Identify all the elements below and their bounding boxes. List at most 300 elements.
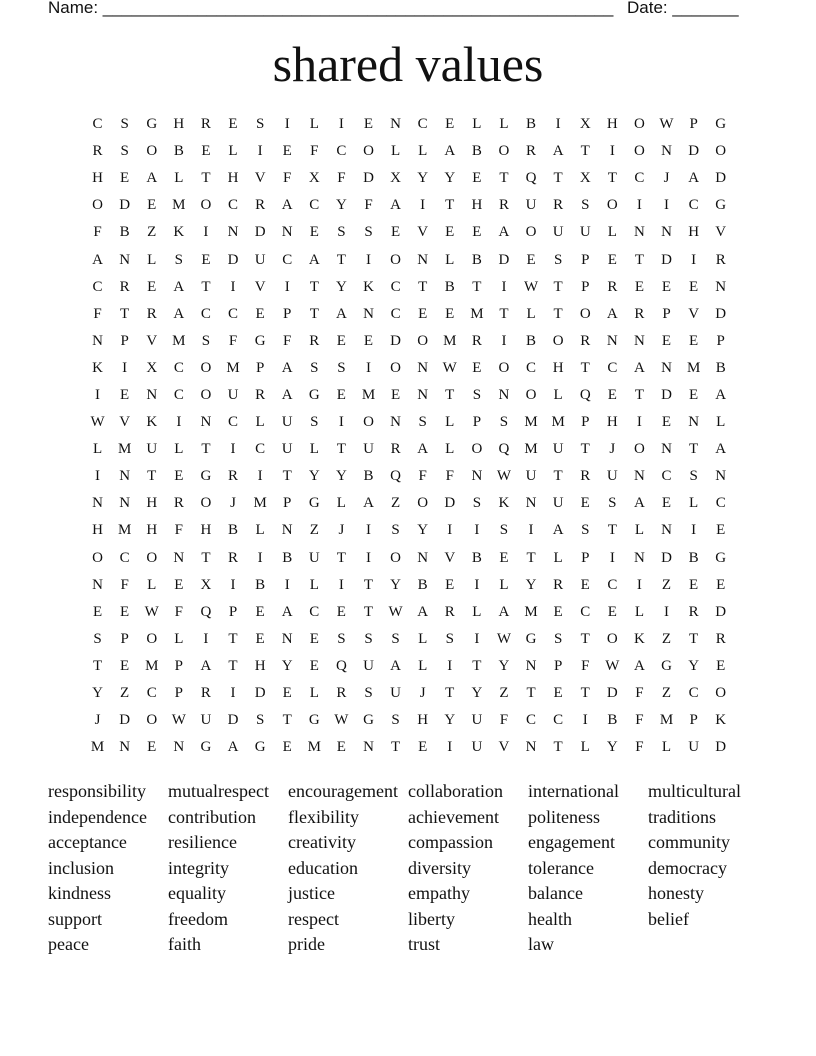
- grid-letter: B: [607, 712, 618, 729]
- grid-letter: E: [92, 603, 103, 620]
- grid-letter: S: [337, 224, 346, 241]
- grid-letter: H: [417, 712, 429, 729]
- grid-letter: I: [257, 549, 263, 566]
- grid-letter: B: [282, 549, 293, 566]
- word-list-item: trust: [408, 934, 441, 954]
- grid-letter: A: [281, 359, 293, 376]
- grid-letter: E: [255, 630, 265, 647]
- grid-letter: I: [257, 468, 263, 485]
- grid-letter: W: [659, 116, 674, 133]
- grid-letter: V: [498, 739, 510, 756]
- grid-letter: B: [526, 332, 537, 349]
- grid-letter: M: [361, 386, 376, 403]
- grid-letter: V: [688, 305, 700, 322]
- word-list-item: democracy: [648, 857, 727, 878]
- grid-letter: T: [580, 685, 590, 702]
- word-list-item: liberty: [408, 908, 455, 929]
- grid-letter: I: [474, 522, 480, 539]
- grid-letter: W: [334, 712, 349, 729]
- grid-letter: I: [365, 359, 371, 376]
- grid-letter: N: [227, 224, 239, 241]
- grid-letter: L: [418, 657, 428, 674]
- grid-letter: E: [255, 305, 265, 322]
- grid-letter: E: [228, 116, 238, 133]
- grid-letter: S: [364, 630, 373, 647]
- grid-letter: L: [336, 495, 346, 512]
- grid-letter: X: [146, 359, 158, 376]
- grid-letter: E: [309, 630, 319, 647]
- word-list-item: acceptance: [48, 832, 127, 852]
- grid-letter: N: [634, 224, 645, 241]
- grid-letter: E: [336, 603, 346, 620]
- grid-letter: E: [390, 224, 401, 241]
- grid-letter: T: [336, 549, 346, 566]
- grid-letter: U: [525, 197, 537, 214]
- grid-letter: S: [499, 414, 509, 431]
- grid-letter: T: [201, 549, 211, 566]
- grid-letter: M: [117, 441, 132, 458]
- grid-letter: L: [580, 739, 590, 756]
- grid-letter: Z: [499, 685, 509, 702]
- grid-letter: I: [338, 576, 344, 593]
- grid-letter: T: [418, 278, 428, 295]
- grid-letter: T: [553, 739, 563, 756]
- grid-letter: Q: [335, 657, 347, 674]
- grid-letter: A: [417, 441, 429, 458]
- grid-letter: V: [715, 224, 727, 241]
- grid-letter: O: [552, 332, 564, 349]
- grid-letter: D: [661, 549, 672, 566]
- grid-letter: O: [200, 495, 212, 512]
- grid-letter: Q: [200, 603, 212, 620]
- grid-letter: I: [203, 224, 209, 241]
- grid-letter: L: [526, 305, 536, 322]
- grid-letter: A: [606, 305, 618, 322]
- grid-letter: T: [580, 143, 590, 160]
- grid-letter: C: [634, 170, 645, 187]
- grid-letter: S: [689, 468, 698, 485]
- grid-letter: I: [691, 251, 697, 268]
- grid-letter: B: [228, 522, 239, 539]
- grid-letter: N: [661, 441, 672, 458]
- word-list-item: tolerance: [528, 857, 594, 878]
- grid-letter: R: [92, 143, 103, 160]
- grid-letter: R: [255, 386, 266, 403]
- grid-letter: C: [309, 603, 320, 620]
- grid-letter: E: [445, 305, 455, 322]
- grid-letter: E: [607, 386, 617, 403]
- grid-letter: E: [661, 278, 672, 295]
- grid-letter: E: [147, 739, 157, 756]
- grid-letter: O: [390, 549, 401, 566]
- grid-letter: A: [92, 251, 103, 268]
- grid-letter: C: [92, 116, 103, 133]
- grid-letter: D: [715, 170, 727, 187]
- word-list-item: pride: [288, 934, 325, 954]
- grid-letter: T: [472, 278, 482, 295]
- grid-letter: R: [336, 685, 347, 702]
- grid-letter: X: [579, 116, 591, 133]
- grid-letter: T: [499, 305, 509, 322]
- grid-letter: O: [363, 143, 374, 160]
- grid-letter: T: [201, 278, 211, 295]
- grid-letter: C: [580, 603, 591, 620]
- word-list-item: faith: [168, 934, 201, 954]
- grid-letter: U: [281, 441, 293, 458]
- grid-letter: N: [390, 116, 401, 133]
- grid-letter: I: [230, 278, 236, 295]
- grid-letter: I: [582, 712, 588, 729]
- grid-letter: S: [174, 251, 183, 268]
- grid-letter: N: [119, 468, 131, 485]
- grid-letter: E: [716, 576, 726, 593]
- grid-letter: C: [390, 278, 401, 295]
- grid-letter: A: [688, 170, 700, 187]
- word-list-item: politeness: [528, 806, 600, 827]
- page-title: shared values: [272, 36, 544, 92]
- grid-letter: K: [146, 414, 158, 431]
- grid-letter: T: [689, 441, 699, 458]
- grid-letter: I: [609, 549, 615, 566]
- grid-letter: V: [417, 224, 429, 241]
- grid-letter: D: [688, 143, 700, 160]
- grid-letter: E: [445, 116, 455, 133]
- grid-letter: N: [281, 224, 293, 241]
- grid-letter: E: [147, 197, 157, 214]
- grid-letter: P: [581, 549, 590, 566]
- grid-letter: C: [282, 251, 293, 268]
- grid-letter: B: [173, 143, 184, 160]
- grid-letter: A: [498, 224, 510, 241]
- grid-letter: A: [173, 278, 185, 295]
- grid-letter: A: [173, 305, 185, 322]
- grid-letter: T: [336, 441, 346, 458]
- grid-letter: T: [120, 305, 130, 322]
- grid-letter: E: [201, 143, 211, 160]
- grid-letter: M: [524, 603, 538, 620]
- grid-letter: O: [525, 224, 537, 241]
- grid-letter: F: [635, 739, 644, 756]
- grid-letter: N: [119, 251, 131, 268]
- grid-letter: R: [255, 197, 266, 214]
- grid-letter: P: [689, 116, 698, 133]
- word-list-item: compassion: [408, 832, 493, 852]
- grid-letter: T: [228, 657, 238, 674]
- grid-letter: M: [524, 414, 538, 431]
- grid-letter: N: [688, 414, 700, 431]
- grid-letter: N: [661, 143, 672, 160]
- grid-letter: D: [363, 170, 374, 187]
- grid-letter: H: [200, 522, 212, 539]
- grid-letter: T: [282, 468, 292, 485]
- word-list: [48, 779, 768, 958]
- grid-letter: D: [715, 305, 727, 322]
- grid-letter: E: [607, 251, 617, 268]
- grid-letter: T: [228, 630, 238, 647]
- grid-letter: L: [418, 143, 428, 160]
- grid-letter: N: [417, 251, 429, 268]
- grid-letter: A: [634, 359, 645, 376]
- grid-letter: A: [715, 386, 727, 403]
- grid-letter: N: [715, 468, 727, 485]
- grid-letter: N: [92, 495, 103, 512]
- word-list-item: equality: [168, 883, 226, 903]
- grid-letter: C: [173, 386, 184, 403]
- grid-letter: H: [471, 197, 483, 214]
- grid-letter: Y: [417, 170, 429, 187]
- grid-letter: S: [499, 522, 509, 539]
- grid-letter: Q: [390, 468, 401, 485]
- grid-letter: V: [254, 278, 266, 295]
- grid-letter: Y: [281, 657, 293, 674]
- grid-letter: W: [442, 359, 457, 376]
- grid-letter: M: [307, 739, 321, 756]
- grid-letter: F: [337, 170, 346, 187]
- grid-letter: S: [391, 712, 400, 729]
- grid-letter: I: [636, 414, 642, 431]
- grid-letter: Y: [688, 657, 700, 674]
- grid-letter: P: [581, 414, 590, 431]
- grid-letter: B: [471, 251, 482, 268]
- grid-letter: S: [364, 685, 373, 702]
- grid-letter: E: [607, 603, 617, 620]
- word-list-item: peace: [48, 934, 89, 954]
- grid-letter: O: [606, 197, 618, 214]
- grid-letter: F: [364, 197, 373, 214]
- grid-letter: N: [200, 414, 212, 431]
- grid-letter: T: [92, 657, 103, 674]
- grid-letter: N: [173, 549, 185, 566]
- grid-letter: E: [120, 386, 130, 403]
- word-list-item: kindness: [48, 883, 111, 903]
- grid-letter: A: [227, 739, 239, 756]
- grid-letter: O: [498, 143, 510, 160]
- grid-letter: I: [203, 630, 209, 647]
- grid-letter: S: [608, 495, 617, 512]
- grid-letter: B: [417, 576, 428, 593]
- grid-letter: L: [689, 495, 699, 512]
- grid-letter: E: [418, 739, 428, 756]
- grid-letter: O: [390, 251, 401, 268]
- grid-letter: O: [200, 197, 212, 214]
- grid-letter: I: [664, 197, 670, 214]
- grid-letter: W: [90, 414, 105, 431]
- grid-letter: M: [524, 441, 538, 458]
- grid-letter: M: [172, 197, 186, 214]
- grid-letter: G: [200, 468, 212, 485]
- grid-letter: L: [174, 630, 184, 647]
- grid-letter: Q: [498, 441, 510, 458]
- grid-letter: D: [444, 495, 456, 512]
- grid-letter: Y: [335, 278, 347, 295]
- grid-letter: Y: [606, 739, 618, 756]
- grid-letter: E: [472, 170, 482, 187]
- grid-letter: G: [525, 630, 537, 647]
- grid-letter: N: [661, 359, 672, 376]
- grid-letter: S: [391, 522, 400, 539]
- word-list-item: balance: [528, 883, 583, 903]
- grid-letter: Y: [471, 685, 483, 702]
- grid-letter: L: [445, 251, 455, 268]
- grid-letter: C: [309, 197, 320, 214]
- grid-letter: O: [471, 441, 483, 458]
- grid-letter: N: [634, 332, 645, 349]
- grid-letter: N: [281, 522, 293, 539]
- grid-letter: E: [661, 495, 672, 512]
- grid-letter: B: [471, 143, 482, 160]
- grid-letter: O: [363, 414, 374, 431]
- grid-letter: O: [715, 143, 727, 160]
- grid-letter: C: [661, 468, 672, 485]
- grid-letter: E: [716, 657, 726, 674]
- grid-letter: Y: [444, 712, 456, 729]
- word-list-item: freedom: [168, 908, 228, 929]
- grid-letter: S: [120, 143, 129, 160]
- grid-letter: T: [363, 576, 374, 593]
- word-list-item: support: [48, 908, 102, 929]
- grid-letter: M: [145, 657, 159, 674]
- grid-letter: U: [363, 441, 374, 458]
- grid-letter: I: [230, 576, 236, 593]
- word-list-item: collaboration: [408, 781, 503, 801]
- grid-letter: L: [607, 224, 617, 241]
- grid-letter: T: [526, 549, 536, 566]
- grid-letter: A: [281, 386, 293, 403]
- word-list-item: community: [648, 832, 730, 852]
- grid-letter: E: [336, 386, 346, 403]
- grid-letter: F: [93, 305, 102, 322]
- grid-letter: R: [309, 332, 320, 349]
- grid-letter: O: [146, 630, 158, 647]
- grid-letter: T: [499, 170, 509, 187]
- grid-letter: A: [444, 143, 456, 160]
- grid-letter: D: [661, 386, 672, 403]
- grid-letter: U: [552, 224, 564, 241]
- grid-letter: F: [228, 332, 238, 349]
- grid-letter: B: [471, 549, 482, 566]
- grid-letter: G: [254, 332, 266, 349]
- grid-letter: L: [309, 441, 319, 458]
- grid-letter: G: [363, 712, 374, 729]
- grid-letter: G: [661, 657, 672, 674]
- grid-letter: N: [390, 414, 401, 431]
- grid-letter: Z: [309, 522, 319, 539]
- grid-letter: U: [363, 657, 374, 674]
- grid-letter: S: [581, 522, 590, 539]
- grid-letter: F: [120, 576, 129, 593]
- grid-letter: P: [581, 278, 590, 295]
- grid-letter: R: [580, 468, 591, 485]
- grid-letter: I: [636, 576, 642, 593]
- word-list-item: respect: [288, 908, 339, 929]
- grid-letter: R: [580, 332, 591, 349]
- word-list-item: law: [528, 934, 554, 954]
- grid-letter: D: [119, 197, 131, 214]
- grid-letter: R: [553, 197, 564, 214]
- grid-letter: P: [581, 251, 590, 268]
- grid-letter: O: [417, 495, 429, 512]
- grid-letter: P: [716, 332, 725, 349]
- grid-letter: E: [174, 576, 184, 593]
- grid-letter: H: [227, 170, 239, 187]
- grid-letter: N: [146, 386, 158, 403]
- grid-letter: D: [227, 251, 239, 268]
- grid-letter: C: [526, 359, 537, 376]
- grid-letter: C: [228, 414, 239, 431]
- grid-letter: P: [689, 712, 698, 729]
- grid-letter: I: [555, 116, 561, 133]
- grid-letter: H: [146, 522, 158, 539]
- grid-letter: C: [607, 359, 618, 376]
- word-list-item: justice: [288, 883, 335, 903]
- grid-letter: F: [283, 170, 292, 187]
- grid-letter: U: [281, 414, 293, 431]
- word-list-item: resilience: [168, 832, 237, 852]
- grid-letter: I: [284, 576, 290, 593]
- grid-letter: T: [472, 657, 482, 674]
- grid-letter: B: [363, 468, 374, 485]
- grid-letter: L: [255, 522, 265, 539]
- grid-letter: T: [553, 305, 563, 322]
- grid-letter: J: [94, 712, 101, 729]
- grid-letter: U: [579, 224, 591, 241]
- grid-letter: L: [445, 441, 455, 458]
- grid-letter: E: [363, 332, 374, 349]
- grid-letter: B: [715, 359, 726, 376]
- grid-letter: T: [580, 359, 590, 376]
- grid-letter: L: [499, 116, 509, 133]
- grid-letter: R: [498, 197, 509, 214]
- grid-letter: E: [689, 386, 699, 403]
- grid-letter: I: [501, 332, 507, 349]
- grid-letter: G: [254, 739, 266, 756]
- grid-letter: R: [526, 143, 537, 160]
- grid-letter: E: [120, 603, 130, 620]
- header-line: [48, 0, 768, 20]
- grid-letter: H: [92, 170, 103, 187]
- grid-letter: O: [634, 143, 645, 160]
- grid-letter: X: [308, 170, 320, 187]
- grid-letter: I: [474, 630, 480, 647]
- grid-letter: I: [501, 278, 507, 295]
- grid-letter: C: [228, 197, 239, 214]
- grid-letter: M: [172, 332, 186, 349]
- grid-letter: C: [255, 441, 266, 458]
- grid-letter: F: [499, 712, 509, 729]
- grid-letter: H: [606, 116, 618, 133]
- grid-letter: J: [338, 522, 345, 539]
- grid-letter: L: [147, 576, 157, 593]
- grid-letter: L: [174, 441, 184, 458]
- grid-letter: Z: [120, 685, 130, 702]
- grid-letter: T: [336, 251, 346, 268]
- grid-letter: O: [200, 359, 212, 376]
- grid-letter: C: [607, 576, 618, 593]
- grid-letter: C: [390, 305, 401, 322]
- word-list-item: creativity: [288, 832, 356, 852]
- grid-letter: G: [200, 739, 212, 756]
- grid-letter: U: [471, 739, 483, 756]
- grid-letter: W: [144, 603, 159, 620]
- grid-letter: B: [119, 224, 130, 241]
- grid-letter: P: [283, 305, 292, 322]
- grid-letter: N: [173, 739, 185, 756]
- grid-letter: E: [309, 657, 319, 674]
- grid-letter: M: [443, 332, 457, 349]
- grid-letter: S: [553, 251, 563, 268]
- grid-letter: E: [580, 576, 590, 593]
- grid-letter: S: [337, 359, 346, 376]
